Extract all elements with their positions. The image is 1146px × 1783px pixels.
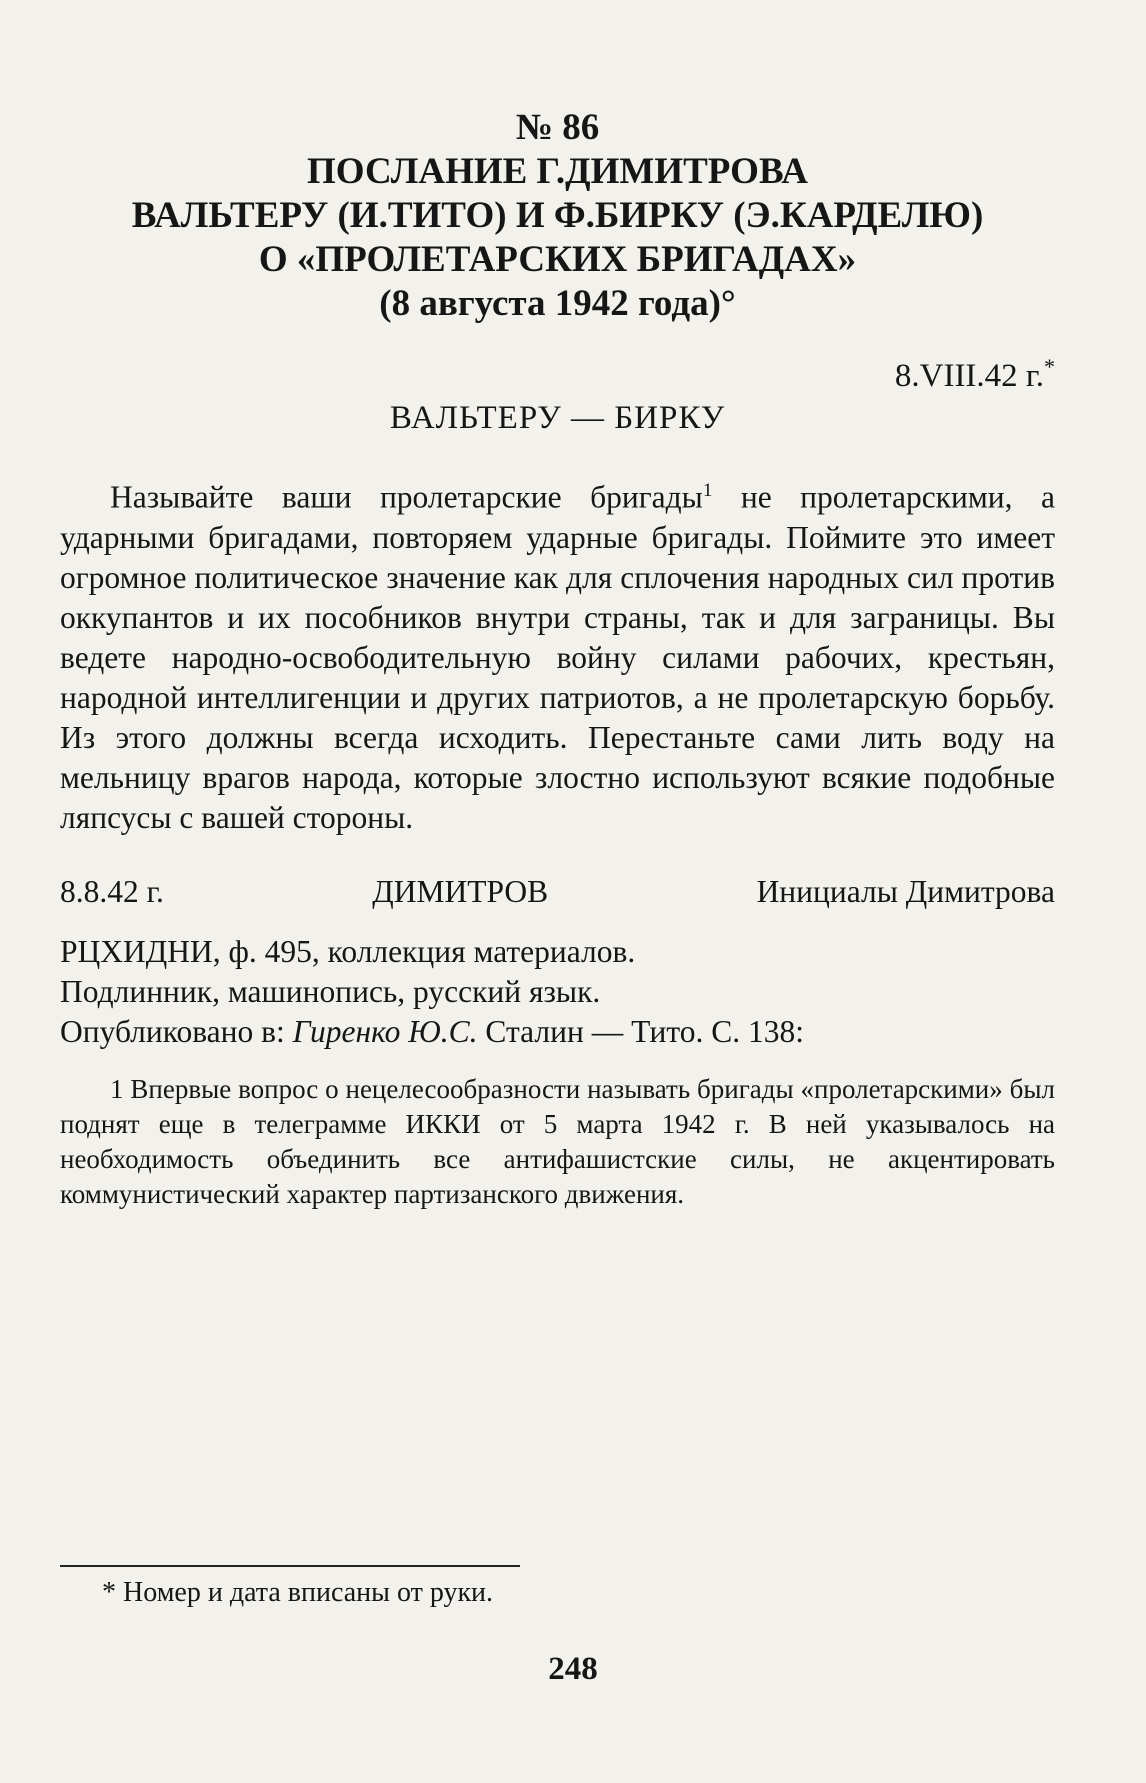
- signature-date: 8.8.42 г.: [60, 873, 164, 909]
- signature-name: ДИМИТРОВ: [372, 873, 549, 909]
- source-published: [60, 1012, 1055, 1052]
- document-number: № 86: [515, 107, 600, 148]
- document-content: [60, 0, 1055, 1212]
- body-text-a: Называйте ваши пролетарские бригады: [110, 479, 703, 515]
- title-line-1: ПОСЛАНИЕ Г.ДИМИТРОВА: [306, 151, 809, 192]
- signature-note: Инициалы Димитрова: [756, 873, 1055, 909]
- signature-line: [60, 872, 1055, 912]
- source-original: Подлинник, машинопись, русский язык.: [60, 973, 601, 1009]
- dateline-mark: *: [1044, 354, 1055, 379]
- body-text-b: не пролетарскими, а ударными бригадами, повторяем ударные бригады. Поймите это имеет огромное политическое значение как для сплочения народных сил против оккупантов и их пособников внутри страны, так и для заграницы. Вы ведете народно-освободительную войну силами рабочих, крестьян, народной интеллигенции и других патриотов, а не пролетарскую борьбу. Из этого должны всегда исходить. Перестаньте сами лить воду на мельницу врагов народа, которые злостно используют всякие подобные ляпсусы с вашей стороны.: [60, 479, 1055, 835]
- body-paragraph: [60, 471, 1055, 838]
- footnote-star: * Номер и дата вписаны от руки.: [102, 1577, 494, 1608]
- title-line-4: (8 августа 1942 года)°: [379, 283, 736, 324]
- dateline-text: 8.VIII.42 г.: [894, 358, 1044, 394]
- title-line-2: ВАЛЬТЕРУ (И.ТИТО) И Ф.БИРКУ (Э.КАРДЕЛЮ): [131, 195, 984, 236]
- page-number: 248: [548, 1651, 598, 1687]
- published-rest: Сталин — Тито. С. 138:: [477, 1013, 805, 1049]
- source-block: [60, 932, 1055, 1052]
- published-author: Гиренко Ю.С.: [292, 1013, 478, 1049]
- footnote-divider: [60, 1565, 520, 1567]
- source-archive: РЦХИДНИ, ф. 495, коллекция материалов.: [60, 933, 636, 969]
- published-prefix: Опубликовано в:: [60, 1013, 293, 1049]
- addressee: ВАЛЬТЕРУ — БИРКУ: [389, 400, 726, 436]
- message-body: [60, 471, 1055, 838]
- footnote-ref-1: 1: [702, 480, 713, 501]
- title-line-3: О «ПРОЛЕТАРСКИХ БРИГАДАХ»: [258, 239, 857, 280]
- dateline: [60, 348, 1055, 395]
- footnote-1: 1 Впервые вопрос о нецелесообразности называть бригады «пролетарскими» был поднят еще в телеграмме ИККИ от 5 марта 1942 г. В ней указывалось на необходимость объединить все антифашистские силы, не акцентировать коммунистический характер партизанского движения.: [60, 1073, 1055, 1209]
